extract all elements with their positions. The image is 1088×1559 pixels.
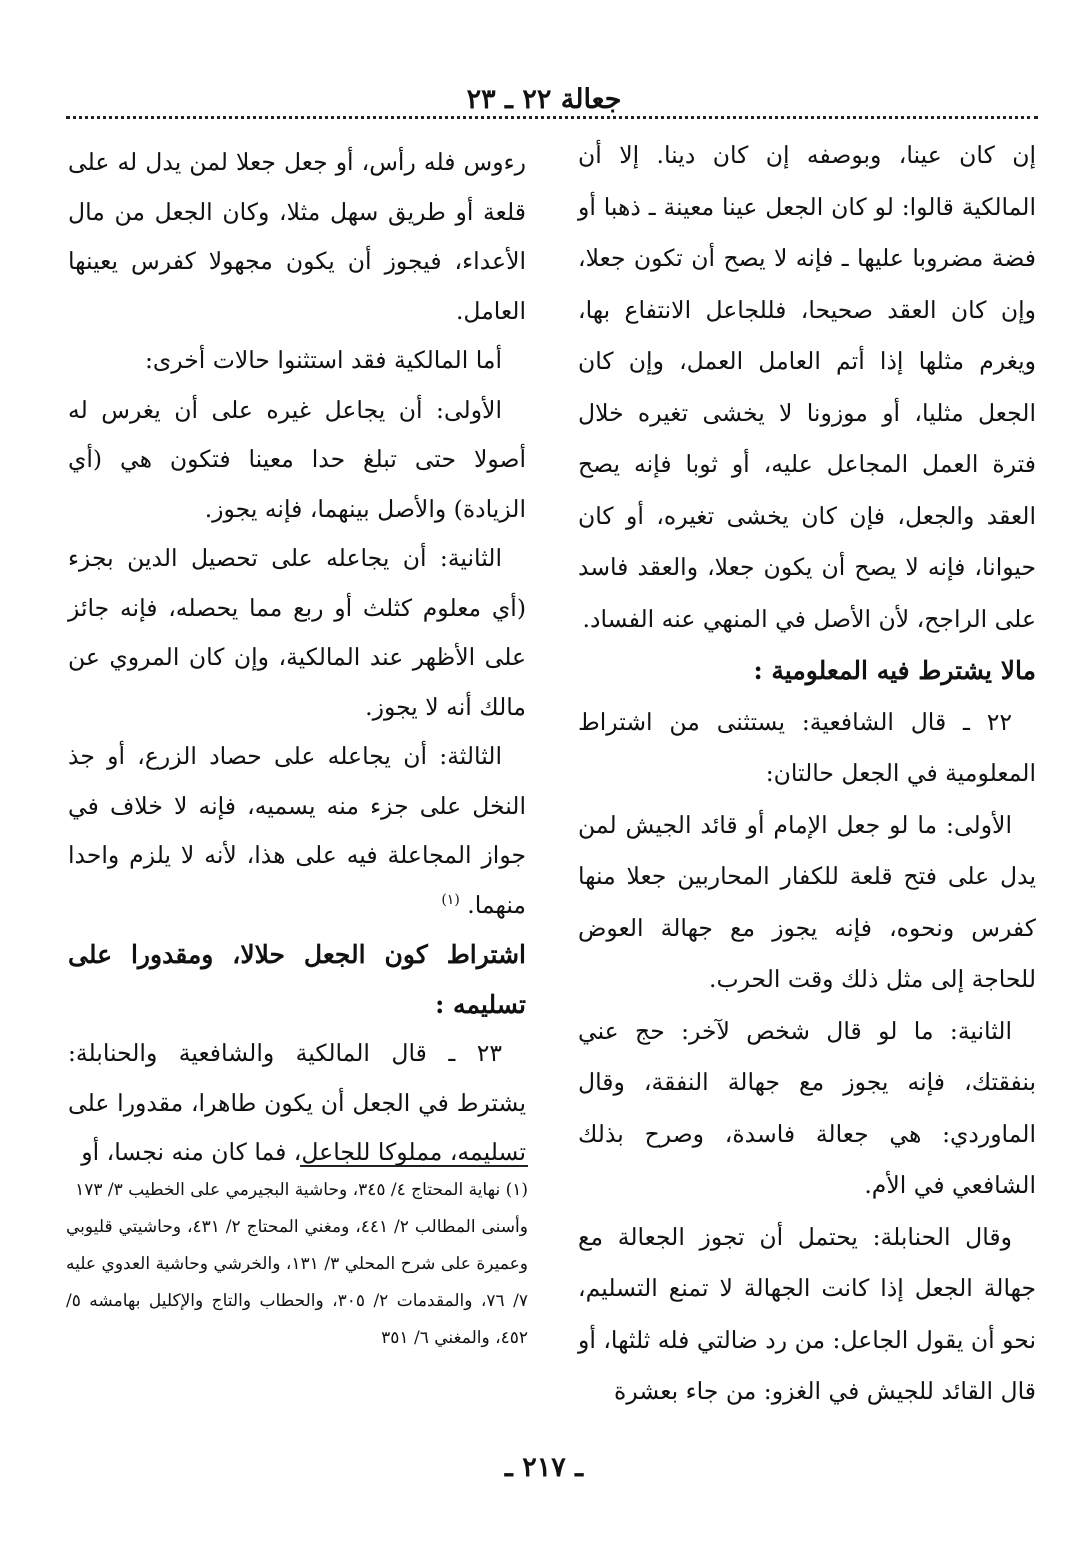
left-column bbox=[68, 138, 526, 1178]
footnote-separator bbox=[300, 1165, 528, 1167]
header-dotted-rule bbox=[66, 116, 1038, 119]
footnotes bbox=[66, 1172, 528, 1357]
paragraph: وقال الحنابلة: يحتمل أن تجوز الجعالة مع جهالة الجعل إذا كانت الجهالة لا تمنع التسليم، نحو أن يقول الجاعل: من رد ضالتي فله ثلثها، أو قال القائد للجيش في الغزو: من جاء بعشرة bbox=[578, 1222, 1036, 1405]
page-number: ـ ٢١٧ ـ bbox=[504, 1452, 584, 1483]
footnote-reference: (١) bbox=[441, 891, 460, 908]
paragraph: أما المالكية فقد استثنوا حالات أخرى: bbox=[144, 346, 502, 374]
paragraph: رءوس فله رأس، أو جعل جعلا لمن يدل له على قلعة أو طريق سهل مثلا، وكان الجعل من مال الأعداء، فيجوز أن يكون مجهولا كفرس يعينها العامل. bbox=[68, 148, 526, 325]
section-heading: مالا يشترط فيه المعلومية : bbox=[753, 656, 1036, 685]
paragraph: ٢٢ ـ قال الشافعية: يستثنى من اشتراط المعلومية في الجعل حالتان: bbox=[578, 707, 1036, 787]
footnote: وأسنى المطالب ٢/ ٤٤١، ومغني المحتاج ٢/ ٤٣١، وحاشيتي قليوبي وعميرة على شرح المحلي ٣/ ١٣١، والخرشي وحاشية العدوي عليه ٧/ ٧٦، والمقدمات ٢/ ٣٠٥، والحطاب والتاج والإكليل بهامشه ٥/ ٤٥٢، والمغني ٦/ ٣٥١ bbox=[66, 1217, 528, 1348]
running-header: جعالة ٢٢ ـ ٢٣ bbox=[466, 84, 622, 115]
right-column bbox=[578, 130, 1036, 1418]
paragraph-text: الثالثة: أن يجاعله على حصاد الزرع، أو جذ النخل على جزء منه يسميه، فإنه لا خلاف في جواز المجاعلة فيه على هذا، لأنه لا يلزم واحدا منهما. bbox=[68, 742, 526, 919]
paragraph: إن كان عينا، وبوصفه إن كان دينا. إلا أن المالكية قالوا: لو كان الجعل عينا معينة ـ ذهبا أو فضة مضروبا عليها ـ فإنه لا يصح أن تكون جعلا، وإن كان العقد صحيحا، فللجاعل الانتفاع بها، ويغرم مثلها إذا أتم العامل العمل، وإن كان الجعل مثليا، أو موزونا لا يخشى تغيره خلال فترة العمل المجاعل عليه، أو ثوبا فإنه يصح العقد والجعل، فإن كان يخشى تغيره، أو كان حيوانا، فإنه لا يصح أن يكون جعلا، والعقد فاسد على الراجح، لأن الأصل في المنهي عنه الفساد. bbox=[578, 141, 1036, 633]
paragraph: ٢٣ ـ قال المالكية والشافعية والحنابلة: يشترط في الجعل أن يكون طاهرا، مقدورا على تسليمه، مملوكا للجاعل، فما كان منه نجسا، أو bbox=[68, 1039, 526, 1166]
section-heading: اشتراط كون الجعل حلالا، ومقدورا على تسليمه : bbox=[68, 940, 526, 1019]
footnote: (١) نهاية المحتاج ٤/ ٣٤٥، وحاشية البجيرمي على الخطيب ٣/ ١٧٣ bbox=[75, 1180, 528, 1200]
paragraph: الثانية: أن يجاعله على تحصيل الدين بجزء (أي معلوم كثلث أو ربع مما يحصله، فإنه جائز على الأظهر عند المالكية، وإن كان المروي عن مالك أنه لا يجوز. bbox=[68, 544, 526, 721]
paragraph bbox=[68, 732, 526, 930]
paragraph: الأولى: ما لو جعل الإمام أو قائد الجيش لمن يدل على فتح قلعة للكفار المحاربين جعلا منها كفرس ونحوه، فإنه يجوز مع جهالة العوض للحاجة إلى مثل ذلك وقت الحرب. bbox=[578, 810, 1036, 993]
paragraph: الثانية: ما لو قال شخص لآخر: حج عني بنفقتك، فإنه يجوز مع جهالة النفقة، وقال الماوردي: هي جعالة فاسدة، وصرح بذلك الشافعي في الأم. bbox=[578, 1016, 1036, 1199]
paragraph: الأولى: أن يجاعل غيره على أن يغرس له أصولا حتى تبلغ حدا معينا فتكون هي (أي الزيادة) والأصل بينهما، فإنه يجوز. bbox=[68, 395, 526, 523]
